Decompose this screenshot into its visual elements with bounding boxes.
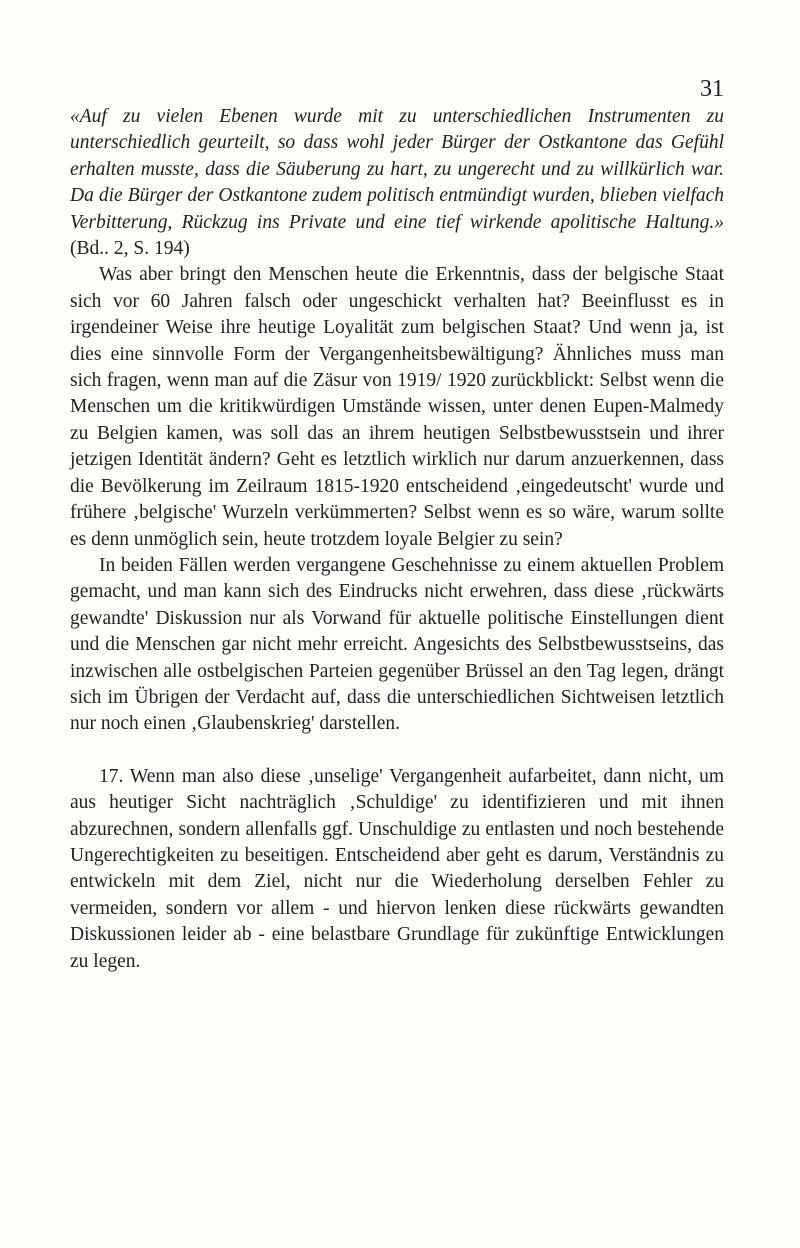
paragraph: Was aber bringt den Menschen heute die Erkenntnis, dass der belgische Staat sich vor 60 Jahren falsch oder ungeschickt verhalten hat? Beeinflusst es in irgendeiner Weise ihre heutige Loyalität zum belgischen Staat? Und wenn ja, ist dies eine sinnvolle Form der Vergangenheitsbewältigung? Ähnliches muss man sich fragen, wenn man auf die Zäsur von 1919/ 1920 zurückblickt: Selbst wenn die Menschen um die kritikwürdigen Umstände wissen, unter denen Eupen-Malmedy zu Belgien kamen, was soll das an ihrem heutigen Selbstbewusstsein und ihrer jetzigen Identität ändern? Geht es letztlich wirklich nur darum anzuerkennen, dass die Bevölkerung im Zeilraum 1815-1920 entscheidend ‚eingedeutscht' wurde und frühere ‚belgische' Wurzeln verkümmerten? Selbst wenn es so wäre, warum sollte es denn unmöglich sein, heute trotzdem loyale Belgier zu sein? — [70, 264, 724, 550]
paragraph: In beiden Fällen werden vergangene Geschehnisse zu einem aktuellen Problem gemacht, und man kann sich des Eindrucks nicht erwehren, dass diese ‚rückwärts gewandte' Diskussion nur als Vorwand für aktuelle politische Einstellungen dient und die Menschen gar nicht mehr erreicht. Angesichts des Selbstbewusstseins, das inzwischen alle ostbelgischen Parteien gegenüber Brüssel an den Tag legen, drängt sich im Übrigen der Verdacht auf, dass die unterschiedlichen Sichtweisen letztlich nur noch einen ‚Glaubenskrieg' darstellen. — [70, 554, 724, 735]
quote-citation: (Bd.. 2, S. 194) — [70, 238, 190, 260]
quote-paragraph — [70, 104, 724, 262]
quote-text: «Auf zu vielen Ebenen wurde mit zu unterschiedlichen Instrumenten zu unterschiedlich geurteilt, so dass wohl jeder Bürger der Ostkantone das Gefühl erhalten musste, dass die Säuberung zu hart, zu ungerecht und zu willkürlich war. Da die Bürger der Ostkantone zudem politisch entmündigt wurden, blieben vielfach Verbitterung, Rückzug ins Private und eine tief wirkende apolitische Haltung.» — [70, 106, 724, 233]
body-text — [70, 104, 724, 975]
numbered-paragraph-17: 17. Wenn man also diese ‚unselige' Vergangenheit aufarbeitet, dann nicht, um aus heutiger Sicht nachträglich ‚Schuldige' zu identifizieren und mit ihnen abzurechnen, sondern allenfalls ggf. Unschuldige zu entlasten und noch bestehende Ungerechtigkeiten zu beseitigen. Entscheidend aber geht es darum, Verständnis zu entwickeln mit dem Ziel, nicht nur die Wiederholung derselben Fehler zu vermeiden, sondern vor allem - und hiervon lenken diese rückwärts gewandten Diskussionen leider ab - eine belastbare Grundlage für zukünftige Entwicklungen zu legen. — [70, 765, 724, 972]
page-number: 31 — [700, 76, 724, 102]
